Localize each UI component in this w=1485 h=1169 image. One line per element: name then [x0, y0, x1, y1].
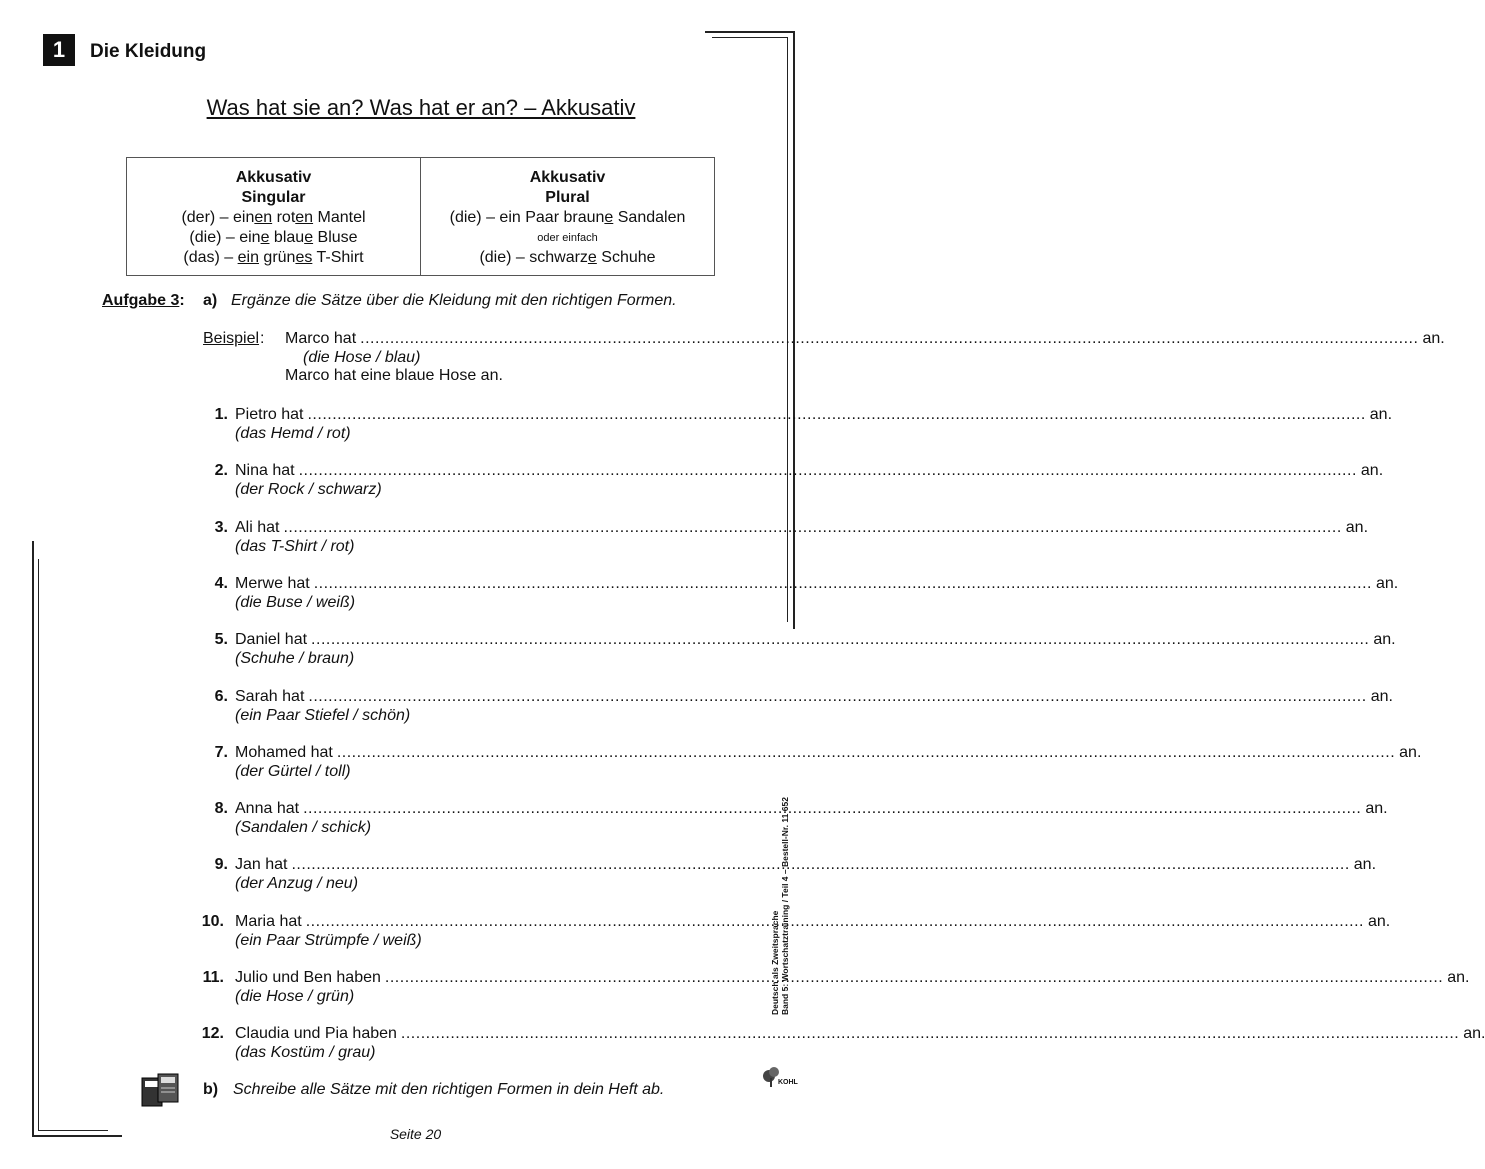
frame-line [32, 541, 34, 1137]
item-number: 5. [214, 631, 228, 648]
exercise-sentence: Claudia und Pia haben ..... an. [235, 1025, 695, 1043]
answer-blank[interactable] [283, 519, 1341, 537]
exercise-sentence: Mohamed hat ..... an. [235, 744, 703, 762]
table-heading: Akkusativ [235, 169, 312, 186]
answer-blank[interactable] [299, 462, 1357, 480]
exercise-hint: (die Buse / weiß) [235, 594, 356, 611]
exercise-sentence: Daniel hat ..... an. [235, 631, 700, 649]
publisher-credit: Deutsch als Zweitsprache Band 5: Wortschatztraining / Teil 4 – Bestell-Nr. 11 652 [770, 797, 790, 1015]
answer-blank[interactable] [311, 631, 1369, 649]
task-b-instruction: Schreibe alle Sätze mit den richtigen Formen in dein Heft ab. [233, 1081, 665, 1098]
task-a-instruction: Ergänze die Sätze über die Kleidung mit den richtigen Formen. [231, 292, 677, 309]
exercise-sentence: Pietro hat ..... an. [235, 406, 700, 424]
exercise-hint: (das Hemd / rot) [235, 425, 351, 442]
table-row: (die) – ein Paar braune Sandalen [449, 209, 686, 226]
item-number: 10. [201, 913, 224, 930]
table-note: oder einfach [537, 232, 598, 244]
publisher-logo-icon [762, 1064, 798, 1095]
frame-line [705, 31, 795, 33]
table-row: (das) – ein grünes T-Shirt [183, 249, 364, 266]
answer-blank[interactable] [401, 1025, 1459, 1043]
exercise-hint: (der Anzug / neu) [235, 875, 359, 892]
exercise-hint: (Schuhe / braun) [235, 650, 355, 667]
exercise-sentence: Maria hat ..... an. [235, 913, 700, 931]
grammar-table [126, 157, 715, 276]
item-number: 2. [214, 462, 228, 479]
page-number: Seite 20 [389, 1126, 442, 1142]
chapter-number-badge: 1 [43, 34, 75, 66]
frame-line [712, 37, 788, 38]
answer-blank[interactable] [306, 913, 1364, 931]
example-answer: Marco hat eine blaue Hose an. [285, 367, 503, 384]
exercise-hint: (der Rock / schwarz) [235, 481, 382, 498]
table-heading: Plural [545, 189, 590, 206]
exercise-hint: (die Hose / grün) [235, 988, 355, 1005]
frame-line [38, 559, 39, 1131]
answer-blank[interactable] [307, 406, 1365, 424]
exercise-sentence: Ali hat ..... an. [235, 519, 702, 537]
page-title: Was hat sie an? Was hat er an? – Akkusativ [206, 95, 636, 120]
answer-blank[interactable] [385, 969, 1443, 987]
answer-blank[interactable] [360, 330, 1418, 348]
item-number: 11. [202, 969, 224, 986]
task-b-label: b) [203, 1081, 219, 1098]
example-colon: : [260, 330, 265, 347]
table-heading: Singular [241, 189, 306, 206]
exercise-hint: (Sandalen / schick) [235, 819, 372, 836]
notebook-icon [140, 1072, 180, 1113]
exercise-sentence: Nina hat ..... an. [235, 462, 700, 480]
exercise-sentence: Merwe hat ..... an. [235, 575, 700, 593]
answer-blank[interactable] [308, 688, 1366, 706]
item-number: 12. [201, 1025, 224, 1042]
table-row: (die) – eine blaue Bluse [189, 229, 358, 246]
exercise-sentence: Anna hat ..... an. [235, 800, 700, 818]
example-sentence: Marco hat ..... an. [285, 330, 701, 348]
exercise-hint: (ein Paar Stiefel / schön) [235, 707, 411, 724]
exercise-hint: (das Kostüm / grau) [235, 1044, 376, 1061]
item-number: 8. [214, 800, 228, 817]
item-number: 9. [214, 856, 228, 873]
answer-blank[interactable] [291, 856, 1349, 874]
table-row: (die) – schwarze Schuhe [479, 249, 656, 266]
svg-text:KOHL: KOHL [778, 1079, 798, 1086]
table-row: (der) – einen roten Mantel [181, 209, 366, 226]
item-number: 4. [214, 575, 228, 592]
answer-blank[interactable] [303, 800, 1361, 818]
answer-blank[interactable] [337, 744, 1395, 762]
item-number: 1. [214, 406, 228, 423]
table-heading: Akkusativ [529, 169, 606, 186]
item-number: 3. [214, 519, 228, 536]
exercise-hint: (der Gürtel / toll) [235, 763, 351, 780]
task-label: Aufgabe 3: [102, 292, 185, 309]
item-number: 7. [214, 744, 228, 761]
table-column-singular [127, 158, 420, 275]
task-a-label: a) [203, 292, 218, 309]
item-number: 6. [214, 688, 228, 705]
exercise-hint: (das T-Shirt / rot) [235, 538, 355, 555]
chapter-title: Die Kleidung [90, 41, 207, 62]
table-column-plural [420, 158, 714, 275]
answer-blank[interactable] [314, 575, 1372, 593]
exercise-sentence: Julio und Ben haben ..... an. [235, 969, 696, 987]
exercise-sentence: Jan hat ..... an. [235, 856, 697, 874]
example-hint: (die Hose / blau) [303, 349, 421, 366]
example-label: Beispiel [203, 330, 260, 347]
exercise-hint: (ein Paar Strümpfe / weiß) [235, 932, 422, 949]
exercise-sentence: Sarah hat ..... an. [235, 688, 700, 706]
